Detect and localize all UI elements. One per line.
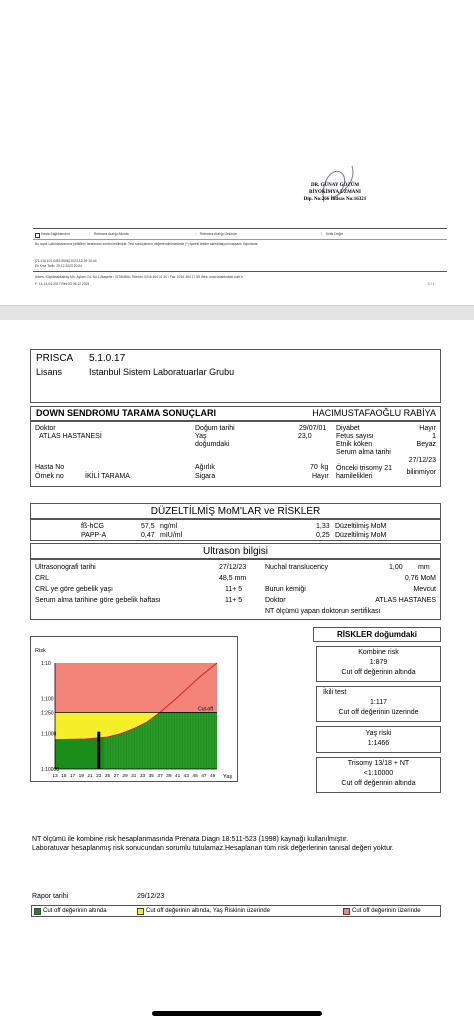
marker-name: PAPP-A bbox=[81, 532, 107, 539]
age-label: Yaş bbox=[195, 433, 207, 440]
y-tick-label: 1:10000 bbox=[41, 767, 60, 773]
risk-chart bbox=[31, 637, 237, 781]
x-tick-label: 37 bbox=[157, 774, 163, 779]
x-tick-label: 41 bbox=[174, 774, 181, 779]
smoker-label: Sigara bbox=[195, 473, 216, 480]
risks-title-bar bbox=[313, 627, 441, 642]
risk-card-double bbox=[316, 686, 441, 722]
y-tick-label: 1:10 bbox=[41, 661, 51, 667]
prev-label: Önceki trisomy 21 bbox=[336, 465, 393, 472]
nt-mom: 0,76 MoM bbox=[404, 575, 436, 582]
risks-title: RİSKLER doğumdaki bbox=[336, 630, 417, 639]
cert-label: NT ölçümü yapan doktorun sertifikası bbox=[265, 608, 381, 615]
weight-unit: kg bbox=[321, 464, 329, 471]
nt-label: Nuchal translucency bbox=[265, 564, 329, 571]
marker-mom: 0,25 bbox=[316, 532, 330, 539]
age-sub: doğumdaki bbox=[195, 441, 230, 448]
legend-swatch-yellow bbox=[137, 908, 144, 915]
page1-legend bbox=[33, 232, 447, 238]
x-tick-label: 27 bbox=[113, 774, 119, 779]
us-doctor-label: Doktor bbox=[265, 597, 286, 604]
nt-unit: mm bbox=[418, 564, 430, 571]
report-date-value: 29/12/23 bbox=[137, 893, 165, 900]
ultrasound-title: Ultrason bilgisi bbox=[202, 546, 269, 557]
weight-value: 70 bbox=[310, 464, 318, 471]
x-tick-label: 13 bbox=[52, 774, 58, 779]
license-label: Lisans bbox=[36, 367, 63, 377]
risk-card-age bbox=[316, 726, 441, 753]
x-tick-label: 45 bbox=[192, 774, 198, 779]
legend-text: Cut off değerinin altında, Yaş Riskinin üzerinde bbox=[146, 908, 271, 914]
ga-serum-value: 11+ 5 bbox=[225, 597, 243, 604]
x-tick-label: 23 bbox=[96, 774, 102, 779]
report-title-bar bbox=[30, 406, 441, 421]
x-tick-label: 43 bbox=[183, 774, 190, 779]
legend-text: Hasta Sağlıklandırır bbox=[41, 232, 70, 236]
arrow-up-icon: ↑ bbox=[195, 232, 197, 236]
patient-name: HACIMUSTAFAOĞLU RABİYA bbox=[312, 408, 436, 418]
risk-name: Trisomy 13/18 + NT bbox=[347, 760, 410, 767]
risk-value: 1:879 bbox=[369, 659, 388, 666]
marker-unit: ng/ml bbox=[160, 523, 178, 530]
x-tick-label: 35 bbox=[148, 774, 154, 779]
page-separator bbox=[0, 306, 474, 320]
us-date-label: Ultrasonografi tarihi bbox=[35, 564, 96, 571]
x-axis-label: Yaş bbox=[223, 774, 233, 780]
x-tick-label: 29 bbox=[122, 774, 128, 779]
divider bbox=[33, 239, 447, 240]
weight-label: Ağırlık bbox=[195, 464, 215, 471]
home-indicator[interactable] bbox=[152, 1011, 322, 1016]
legend-text: Cut off değerinin altında bbox=[43, 908, 107, 914]
x-tick-label: 39 bbox=[166, 774, 172, 779]
risk-card-trisomy bbox=[316, 757, 441, 793]
signature-title: BİYOKİMYA UZMANI bbox=[309, 190, 361, 195]
dob-label: Doğum tarihi bbox=[195, 425, 235, 432]
smoker-value: Hayır bbox=[312, 473, 329, 480]
y-tick-label: 1:100 bbox=[41, 696, 54, 703]
marker-name: fß-hCG bbox=[81, 523, 104, 530]
marker-unit: mIU/ml bbox=[160, 532, 183, 539]
y-tick-label: 1:1000 bbox=[41, 731, 57, 738]
x-tick-label: 21 bbox=[87, 774, 93, 779]
high-risk-zone bbox=[55, 663, 217, 712]
fetus-label: Fetus sayısı bbox=[336, 433, 374, 440]
doctor-label: Doktor bbox=[35, 425, 56, 432]
legend-text: Cut off değerinin üzerinde bbox=[352, 908, 421, 914]
risk-name: Kombine risk bbox=[358, 649, 399, 656]
risk-status: Cut off değerinin üzerinde bbox=[338, 709, 419, 716]
risk-name: Yaş riski bbox=[365, 730, 392, 737]
risk-status: Cut off değerinin altında bbox=[341, 780, 416, 787]
marker-mom: 1,33 bbox=[316, 523, 330, 530]
legend-text: Referans Aralığı Altında bbox=[94, 232, 129, 236]
legend-swatch-red bbox=[343, 908, 350, 915]
ethnic-value: Beyaz bbox=[416, 441, 436, 448]
y-axis-label: Risk bbox=[35, 648, 46, 654]
risk-value: <1:10000 bbox=[363, 770, 394, 777]
footer-left: F: 14-14-04-2017 Rev:03 05.12.2023 bbox=[35, 282, 90, 286]
marker-value: 57,5 bbox=[141, 523, 155, 530]
nasal-label: Burun kemiği bbox=[265, 586, 306, 593]
marker-value: 0,47 bbox=[141, 532, 155, 539]
ga-serum-label: Serum alma tarihine göre gebelik haftası bbox=[35, 597, 161, 604]
diabetes-label: Diyabet bbox=[336, 425, 360, 432]
nt-value: 1,00 bbox=[389, 564, 403, 571]
mom-title-bar bbox=[30, 503, 441, 519]
risk-card-combined bbox=[316, 646, 441, 682]
mom-title: DÜZELTİLMİŞ MoM'LAR ve RİSKLER bbox=[150, 506, 321, 517]
ultrasound-title-bar bbox=[30, 543, 441, 559]
mom-table bbox=[30, 519, 441, 541]
x-tick-label: 25 bbox=[104, 774, 111, 779]
x-tick-label: 49 bbox=[209, 774, 216, 779]
arrow-down-icon: ↓ bbox=[89, 232, 91, 236]
comment-line-2: Laboratuvar hesaplanmış risk sonucundan sorumlu tutulamaz.Hesaplanan tüm risk değerlerinin tanısal değeri yoktur. bbox=[32, 845, 394, 852]
report-date-label: Rapor tarihi bbox=[32, 893, 69, 900]
square-icon bbox=[35, 233, 40, 238]
us-doctor-value: ATLAS HASTANES bbox=[375, 597, 436, 604]
divider bbox=[33, 271, 447, 272]
sample-no-value: İKİLİ TARAMA bbox=[85, 473, 130, 480]
cutoff-label: Cut-off bbox=[198, 706, 213, 713]
comment-line-1: NT ölçümü ile kombine risk hesaplanmasında Prenata Diagn 18:511-523 (1998) kaynağı kullanılmıştır. bbox=[32, 836, 349, 843]
previous-page bbox=[0, 0, 474, 306]
crl-label: CRL bbox=[35, 575, 50, 582]
risk-value: 1:117 bbox=[370, 699, 387, 706]
x-tick-label: 47 bbox=[201, 774, 207, 779]
sample-no-label: Örnek no bbox=[35, 473, 64, 480]
ga-crl-label: CRL ye göre gebelik yaşı bbox=[35, 586, 113, 593]
report-title: DOWN SENDROMU TARAMA SONUÇLARI bbox=[36, 408, 216, 418]
prev-value: bilinmiyor bbox=[406, 469, 436, 476]
app-version: 5.1.0.17 bbox=[89, 353, 126, 364]
fetus-value: 1 bbox=[432, 433, 436, 440]
risk-status: Cut off değerinin altında bbox=[341, 669, 416, 676]
x-tick-label: 19 bbox=[78, 774, 84, 779]
marker-mom-label: Düzeltilmiş MoM bbox=[335, 523, 387, 530]
footer-right: 1 / 1 bbox=[428, 282, 435, 286]
patient-info bbox=[30, 421, 441, 487]
dob-value: 29/07/01 bbox=[299, 425, 327, 432]
prisca-header bbox=[30, 349, 441, 403]
ethnic-label: Etnik köken bbox=[336, 441, 373, 448]
diabetes-value: Hayır bbox=[419, 425, 436, 432]
x-tick-label: 33 bbox=[139, 774, 146, 779]
patient-marker bbox=[97, 732, 100, 769]
address: Adres: Küçükbakkalköy Mh. Ayhan Cd. No:1 Ataşehir / İSTANBUL Telefon: 0216 464 11 34 / Fax: 0216 464 17 55 Web: www.istanbullab.com.tr bbox=[35, 275, 244, 279]
risk-chart-frame bbox=[30, 636, 238, 782]
signature-dip: Dip. No:266 İhtisas No:16321 bbox=[303, 197, 367, 202]
ultrasound-info bbox=[30, 559, 441, 620]
risk-value: 1:1466 bbox=[367, 740, 390, 747]
patient-no-label: Hasta No bbox=[35, 464, 65, 471]
ref-line-2: Ek Kısa Tarih: 29.12.2023 20:04 bbox=[35, 264, 82, 268]
age-value: 23,0 bbox=[298, 433, 312, 440]
serum-label: Serum alma tarihi bbox=[336, 449, 391, 456]
serum-value: 27/12/23 bbox=[408, 457, 436, 464]
license-value: Istanbul Sistem Laboratuarlar Grubu bbox=[89, 367, 235, 377]
prisca-report-page bbox=[0, 320, 474, 1024]
ga-crl-value: 11+ 5 bbox=[225, 586, 243, 593]
us-date-value: 27/12/23 bbox=[219, 564, 247, 571]
crl-value: 48,5 mm bbox=[219, 575, 247, 582]
legend-text: Referans Aralığı Üstünde bbox=[200, 232, 237, 236]
legend-swatch-green bbox=[34, 908, 41, 915]
legend-text: Kritik Değer bbox=[326, 232, 344, 236]
app-name: PRISCA bbox=[36, 353, 74, 364]
doctor-value: ATLAS HASTANESİ bbox=[39, 433, 102, 440]
divider bbox=[33, 228, 447, 229]
x-tick-label: 15 bbox=[61, 774, 67, 779]
signature-name: DR. GÜNAY GÖZÜM bbox=[310, 183, 360, 188]
alert-icon: ! bbox=[321, 232, 322, 236]
ref-line: [21.116.101.0452.0506] 2023-12-29 10:44 bbox=[35, 259, 97, 263]
color-legend bbox=[31, 905, 441, 917]
y-tick-label: 1:250 bbox=[41, 710, 54, 717]
prev-label-2: hamilelikleri bbox=[336, 473, 373, 480]
marker-mom-label: Düzeltilmiş MoM bbox=[335, 532, 387, 539]
x-tick-label: 31 bbox=[131, 774, 137, 779]
nasal-value: Mevcut bbox=[413, 586, 436, 593]
x-tick-label: 17 bbox=[69, 774, 76, 779]
report-note: Bu rapor Laboratuvarımız yetkilileri tarafından kontrol edilmiştir. Test sonuçlarının değerlendirilmesinde (*) işaretli testler akreditasyon kapsamı dışındadır. bbox=[35, 242, 259, 246]
risk-name: İkili test bbox=[323, 689, 347, 696]
